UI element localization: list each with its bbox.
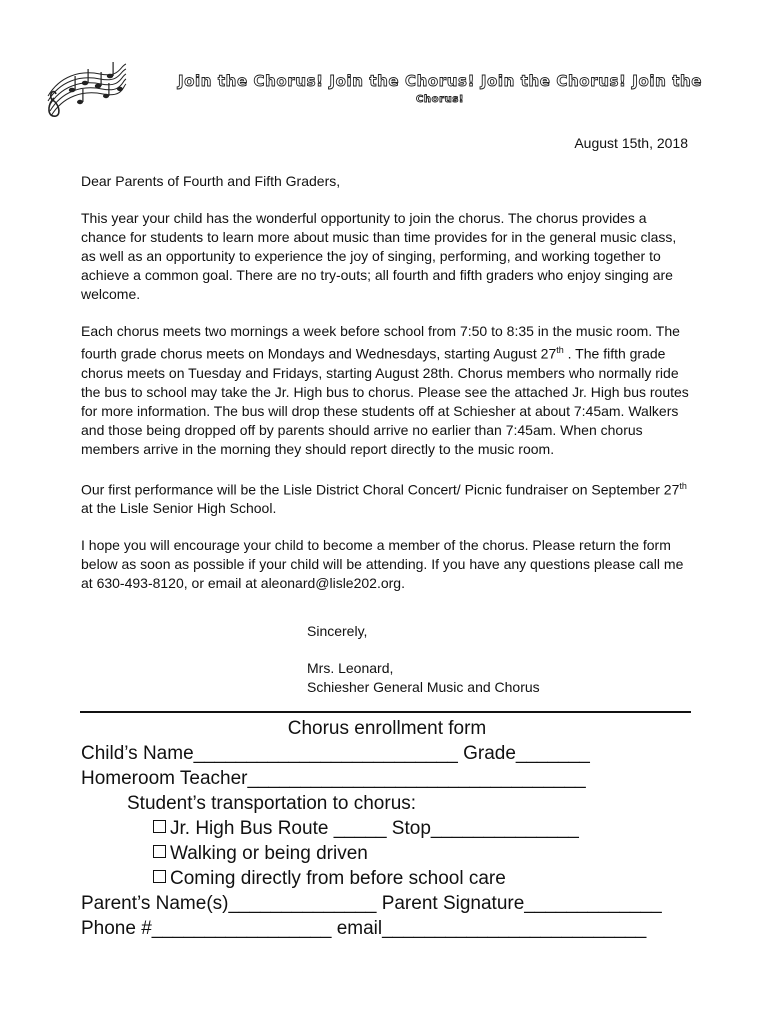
option-bus-route[interactable] xyxy=(81,816,701,841)
option-bus-label: Jr. High Bus Route _____ Stop______________ xyxy=(170,818,579,839)
schedule-text-a: Each chorus meets two mornings a week before school from 7:50 to 8:35 in the music room. The fourth grade chorus meets on Mondays and Wednesdays, starting August 27 xyxy=(81,323,680,362)
paragraph-intro: This year your child has the wonderful opportunity to join the chorus. The chorus provides a chance for students to learn more about music than time provides for in the general music class, as well as an opportunity to experience the joy of singing, performing, and working together to achieve a common goal. There are no try-outs; all fourth and fifth graders who enjoy singing are welcome. xyxy=(81,210,677,302)
option-before-care[interactable] xyxy=(81,866,701,891)
checkbox-icon[interactable] xyxy=(153,870,166,883)
paragraph-contact: I hope you will encourage your child to become a member of the chorus. Please return the form below as soon as possible if your child will be attending. If you have any questions please call me at 630-493-8120, or email at aleonard@lisle202.org. xyxy=(81,537,684,592)
child-name-grade-field[interactable]: Child’s Name_________________________ Grade_______ xyxy=(81,743,590,764)
letter-date: August 15th, 2018 xyxy=(574,135,688,151)
banner-line2: Chorus! xyxy=(415,94,465,105)
paragraph-performance xyxy=(81,477,691,519)
option-before-care-label: Coming directly from before school care xyxy=(170,868,506,889)
checkbox-icon[interactable] xyxy=(153,820,166,833)
schedule-sup: th xyxy=(556,345,564,355)
closing xyxy=(307,622,540,697)
schedule-text-b: . The fifth grade chorus meets on Tuesday and Fridays, starting August 28th. Chorus members who normally ride the bus to school may take the Jr. High bus to chorus. Please see the attached Jr. High bus routes for more information. The bus will drop these students off at Schiesher at about 7:45am. Walkers and those being dropped off by parents should arrive no earlier than 7:45am. When chorus members arrive in the morning they should report directly to the music room. xyxy=(81,345,689,457)
divider-line xyxy=(80,711,691,713)
performance-text-a: Our first performance will be the Lisle District Choral Concert/ Picnic fundraiser on September 27 xyxy=(81,481,680,498)
letter-body xyxy=(81,172,691,611)
homeroom-teacher-field[interactable]: Homeroom Teacher________________________________ xyxy=(81,768,586,789)
header xyxy=(40,56,740,126)
paragraph-schedule xyxy=(81,322,691,459)
banner-line1: Join the Chorus! Join the Chorus! Join the Chorus! Join the xyxy=(177,72,703,90)
transportation-heading: Student’s transportation to chorus: xyxy=(127,793,417,814)
valediction: Sincerely, xyxy=(307,623,368,639)
signer-name: Mrs. Leonard, xyxy=(307,660,394,676)
checkbox-icon[interactable] xyxy=(153,845,166,858)
greeting: Dear Parents of Fourth and Fifth Graders, xyxy=(81,173,341,189)
phone-email-field[interactable]: Phone #_________________ email_________________________ xyxy=(81,918,647,939)
signer-title: Schiesher General Music and Chorus xyxy=(307,679,540,695)
form-title: Chorus enrollment form xyxy=(287,718,487,739)
parent-name-signature-field[interactable]: Parent’s Name(s)______________ Parent Signature_____________ xyxy=(81,893,662,914)
music-staff-notes-icon xyxy=(40,56,128,122)
performance-text-b: at the Lisle Senior High School. xyxy=(81,500,277,517)
option-walking[interactable] xyxy=(81,841,701,866)
option-walking-label: Walking or being driven xyxy=(170,843,368,864)
performance-sup: th xyxy=(679,480,687,491)
enrollment-form xyxy=(81,716,701,941)
join-chorus-banner xyxy=(140,68,740,106)
